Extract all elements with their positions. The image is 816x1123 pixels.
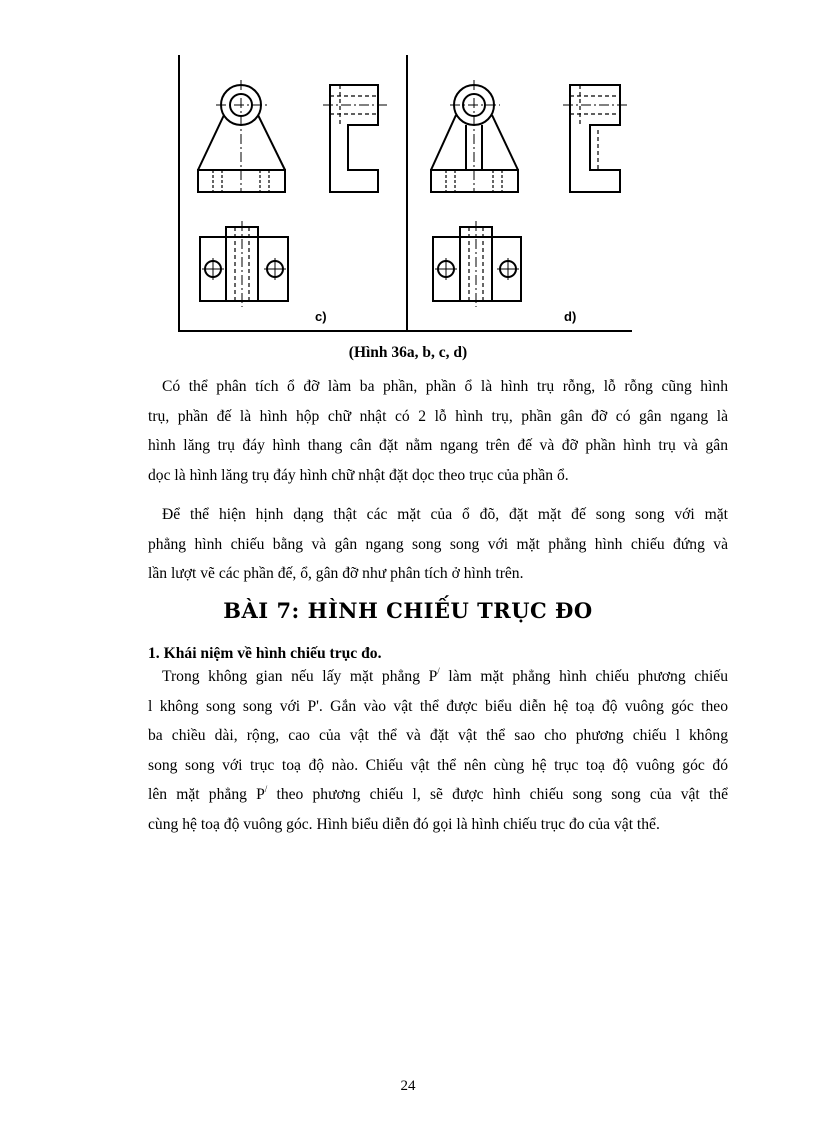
paragraph-3-line: cùng hệ toạ độ vuông góc. Hình biểu diễn đó gọi là hình chiếu trục đo của vật thể.: [148, 815, 660, 833]
paragraph-1-line: Có thể phân tích ổ đỡ làm ba phần, phần ổ là hình trụ rỗng, lỗ rỗng cũng hình: [162, 378, 728, 395]
paragraph-1-line: trụ, phần đế là hình hộp chữ nhật có 2 lỗ hình trụ, phần gân đỡ có gân ngang là: [148, 407, 728, 425]
paragraph-3-text: lên mặt phẳng P: [148, 786, 265, 803]
side-view-d: [563, 85, 628, 192]
paragraph-3-line: [148, 780, 728, 810]
paragraph-2-line: Để thể hiện hịnh dạng thật các mặt của ổ đõ, đặt mặt đế song song với mặt: [162, 506, 728, 523]
label-d: d): [564, 309, 577, 324]
paragraph-1-line: dọc là hình lăng trụ đáy hình chữ nhật đặt dọc theo trục của phần ổ.: [148, 466, 569, 484]
paragraph-3-line: ba chiều dài, rộng, cao của vật thể và đặt vật thể sao cho phương chiếu l không: [148, 727, 728, 744]
superscript-prime: /: [264, 784, 268, 794]
figure-caption: (Hình 36a, b, c, d): [348, 344, 468, 361]
paragraph-2-line: lần lượt vẽ các phần đế, ổ, gân đỡ như phân tích ở hình trên.: [148, 565, 524, 582]
paragraph-1-line: hình lăng trụ đáy hình thang cân đặt nằm ngang trên đế và đỡ phần hình trụ và gân: [148, 437, 728, 454]
front-view-d: [431, 80, 518, 192]
lesson-title: BÀI 7: HÌNH CHIẾU TRỤC ĐO: [223, 598, 593, 623]
top-view-c: [200, 221, 288, 307]
side-view-c: [323, 85, 388, 192]
paragraph-2: [148, 500, 728, 589]
page-number: 24: [400, 1078, 416, 1094]
paragraph-1: [148, 372, 728, 490]
technical-drawing-figure: [178, 55, 632, 332]
paragraph-3-text: Trong không gian nếu lấy mặt phẳng P: [162, 668, 438, 685]
paragraph-3-line: song song với trục toạ độ nào. Chiếu vật thể nên cùng hệ trục toạ độ vuông góc đó: [148, 756, 728, 774]
paragraph-3-line: l không song song với P'. Gắn vào vật thể được biểu diễn hệ toạ độ vuông góc theo: [148, 697, 728, 715]
paragraph-3: [148, 662, 728, 839]
label-c: c): [315, 309, 327, 324]
paragraph-3-text: làm mặt phẳng hình chiếu phương chiếu: [439, 668, 728, 685]
front-view-c: [198, 80, 285, 192]
drawing-d: [431, 80, 628, 324]
section-heading: 1. Khái niệm về hình chiếu trục đo.: [148, 645, 382, 662]
drawing-c: [198, 80, 388, 324]
paragraph-2-line: phẳng hình chiếu bằng và gân ngang song song với mặt phẳng hình chiếu đứng và: [148, 535, 728, 553]
paragraph-3-line: [148, 662, 728, 692]
superscript-prime: /: [437, 666, 440, 676]
paragraph-3-text: theo phương chiếu l, sẽ được hình chiếu song song của vật thể: [267, 786, 728, 803]
top-view-d: [433, 221, 521, 307]
